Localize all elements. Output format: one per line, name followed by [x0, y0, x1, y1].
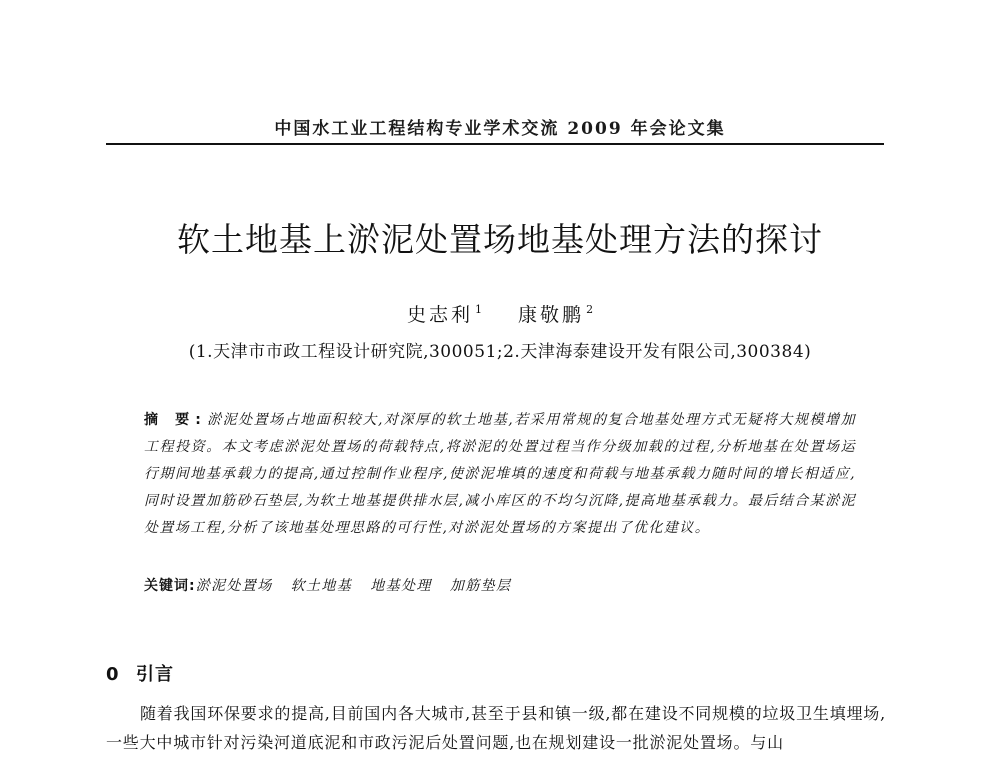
author-list — [0, 300, 1000, 327]
section-title: 引言 — [136, 664, 174, 685]
header-rule — [106, 143, 884, 145]
body-paragraph: 随着我国环保要求的提高,目前国内各大城市,甚至于县和镇一级,都在建设不同规模的垃圾卫生填埋场,一些大中城市针对污染河道底泥和市政污泥后处置问题,也在规划建设一批淤泥处置场。与山 — [106, 704, 886, 752]
abstract-label: 摘 要: — [144, 412, 207, 428]
paper-title: 软土地基上淤泥处置场地基处理方法的探讨 — [177, 220, 823, 259]
section-number: 0 — [106, 664, 120, 685]
abstract-text: 淤泥处置场占地面积较大,对深厚的软土地基,若采用常规的复合地基处理方式无疑将大规模增加工程投资。本文考虑淤泥处置场的荷载特点,将淤泥的处置过程当作分级加载的过程,分析地基在处置场运行期间地基承载力的提高,通过控制作业程序,使淤泥堆填的速度和荷载与地基承载力随时间的增长相适应,同时设置加筋砂石垫层,为软土地基提供排水层,减小库区的不均匀沉降,提高地基承载力。最后结合某淤泥处置场工程,分析了该地基处理思路的可行性,对淤泥处置场的方案提出了优化建议。 — [144, 412, 856, 536]
running-header: 中国水工业工程结构专业学术交流 2009 年会论文集 — [274, 119, 726, 139]
affiliation-line: (1.天津市市政工程设计研究院,300051;2.天津海泰建设开发有限公司,300384) — [188, 342, 812, 362]
keyword: 加筋垫层 — [449, 578, 512, 594]
keyword: 地基处理 — [370, 578, 432, 594]
author-name: 史志利 — [406, 304, 473, 326]
affiliation-mark: 1 — [474, 303, 482, 316]
affiliation-mark: 2 — [586, 303, 594, 316]
keyword: 软土地基 — [290, 578, 353, 594]
keywords — [144, 574, 856, 598]
author-name: 康敬鹏 — [518, 304, 585, 326]
keyword: 淤泥处置场 — [195, 578, 273, 594]
section-heading — [106, 660, 174, 686]
keywords-label: 关键词: — [144, 578, 196, 594]
abstract — [144, 407, 856, 542]
